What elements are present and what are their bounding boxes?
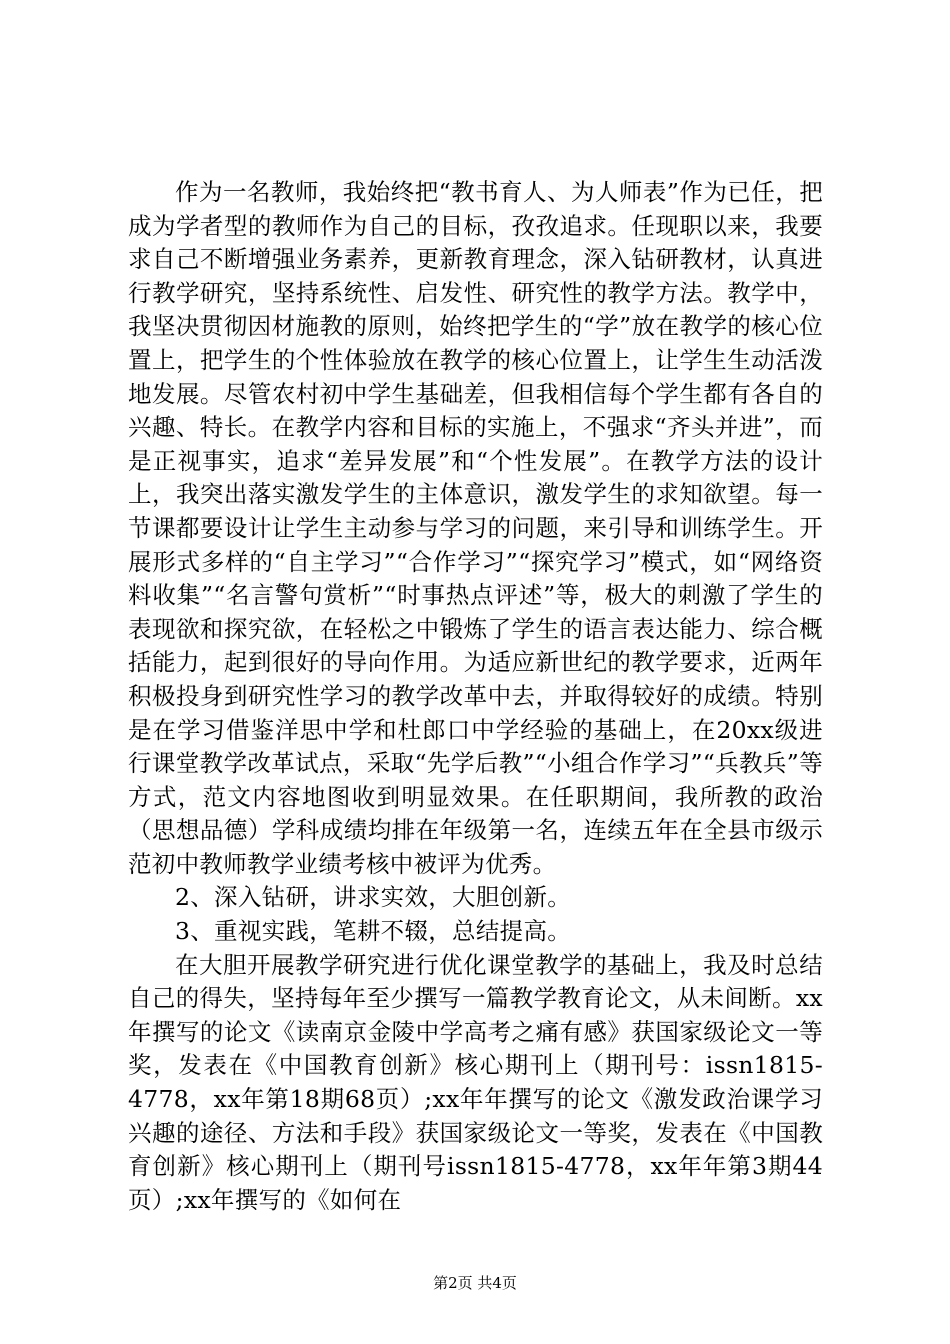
paragraph-teaching-philosophy: 作为一名教师，我始终把“教书育人、为人师表”作为已任，把成为学者型的教师作为自己的目标，孜孜追求。任现职以来，我要求自己不断增强业务素养，更新教育理念，深入钻研教材，认真进行教学研究，坚持系统性、启发性、研究性的教学方法。教学中，我坚决贯彻因材施教的原则，始终把学生的“学”放在教学的核心位置上，把学生的个性体验放在教学的核心位置上，让学生生动活泼地发展。尽管农村初中学生基础差，但我相信每个学生都有各自的兴趣、特长。在教学内容和目标的实施上，不强求“齐头并进”，而是正视事实，追求“差异发展”和“个性发展”。在教学方法的设计上，我突出落实激发学生的主体意识，激发学生的求知欲望。每一节课都要设计让学生主动参与学习的问题，来引导和训练学生。开展形式多样的“自主学习”“合作学习”“探究学习”模式，如“网络资料收集”“名言警句赏析”“时事热点评述”等，极大的刺激了学生的表现欲和探究欲，在轻松之中锻炼了学生的语言表达能力、综合概括能力，起到很好的导向作用。为适应新世纪的教学要求，近两年积极投身到研究性学习的教学改革中去，并取得较好的成绩。特别是在学习借鉴洋思中学和杜郎口中学经验的基础上，在20xx级进行课堂教学改革试点，采取“先学后教”“小组合作学习”“兵教兵”等方式，范文内容地图收到明显效果。在任职期间，我所教的政治（思想品德）学科成绩均排在年级第一名，连续五年在全县市级示范初中教师教学业绩考核中被评为优秀。: [128, 178, 823, 878]
document-body: [128, 176, 823, 1217]
list-item-research: 2、深入钻研，讲求实效，大胆创新。: [175, 883, 572, 912]
paragraph-publications: 在大胆开展教学研究进行优化课堂教学的基础上，我及时总结自己的得失，坚持每年至少撰写一篇教学教育论文，从未间断。xx年撰写的论文《读南京金陵中学高考之痛有感》获国家级论文一等奖，发表在《中国教育创新》核心期刊上（期刊号：issn1815-4778，xx年第18期68页）;xx年年撰写的论文《激发政治课学习兴趣的途径、方法和手段》获国家级论文一等奖，发表在《中国教育创新》核心期刊上（期刊号issn1815-4778，xx年年第3期44页）;xx年撰写的《如何在: [128, 950, 823, 1214]
page-footer: 第2页 共4页: [433, 1274, 517, 1292]
list-item-practice: 3、重视实践，笔耕不辍，总结提高。: [175, 917, 572, 946]
